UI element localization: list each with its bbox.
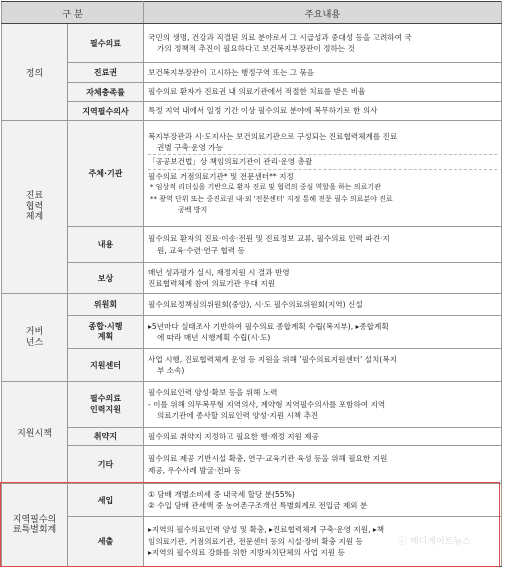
content-line: 보건복지부장관이 고시하는 행정구역 또는 그 묶음 [148,67,315,77]
content-line: 임의료기관, 거점의료기관, 전문센터 등의 시설·장비 확충 지원 등 [148,536,363,546]
content-line: 제공, 우수사례 발굴·전파 등 [148,465,241,475]
content-line: - 이를 위해 의무복무형 지역의사, 계약형 지역필수의사를 포함하여 지역 [148,399,386,409]
content-line: ▸지역의 필수의료 강화를 위한 지방자치단체의 사업 지원 등 [148,548,345,558]
content-line: 원, 교육·수련·연구 협력 등 [157,245,245,255]
content-line: 필수의료정책심의위원회(중앙), 시·도 필수의료위원회(지역) 신설 [148,299,363,309]
table-row [2,102,502,121]
subcategory-label: 지역필수의사 [68,102,144,121]
subcategory-label: 세입 [68,484,144,517]
content-cell [144,263,502,294]
content-cell [144,294,502,316]
category-support-policy: 지원시책 [2,382,68,484]
content-cell [144,121,502,227]
content-cell [144,227,502,263]
category-line: 협력 [25,201,44,212]
category-definition: 정의 [2,24,68,121]
subcategory-label: 기타 [68,446,144,484]
content-line: 진료협력체계 참여 의료기관 우대 지원 [148,279,276,288]
table-header-row [2,2,502,24]
category-governance [2,294,68,382]
content-line: 「공공보건법」상 책임의료기관이 관리·운영 총괄 [148,154,497,167]
subcategory-label: 취약지 [68,428,144,446]
subcategory-label: 보상 [68,263,144,294]
table-row [2,227,502,263]
content-line: 필수의료인력 양성·확보 등을 위해 노력 [148,388,278,398]
content-cell [144,428,502,446]
footnote-line: 공백 방지 [178,206,208,215]
table-row [2,382,502,428]
content-cell [144,316,502,349]
table-row [2,294,502,316]
content-line: ① 담배 개별소비세 중 내국세 할당 분(55%) [148,489,295,499]
content-line: 의료기관에 종사할 의료인력 양성·지원 시책 추진 [157,411,319,421]
category-line: 체계 [25,212,44,223]
policy-table-container [1,1,501,567]
table-row [2,316,502,349]
content-cell [144,382,502,428]
table-row [2,83,502,102]
content-line: 필수의료 취약지 지정하고 필요한 행·재정 지원 제공 [148,431,319,441]
content-line: 필수의료 환자가 진료권 내 의료기관에서 적절한 치료를 받은 비율 [148,87,366,97]
content-cell [144,24,502,63]
content-line: ② 수입 담배 관세액 중 농어촌구조개선 특별회계로 전입금 제외 분 [148,501,368,510]
category-special-account [2,484,68,567]
table-row [2,349,502,382]
content-line: 복지부장관과 시·도지사는 보건의료기관으로 구성되는 진료협력체계를 진료 [148,131,398,141]
content-line: 가의 정책적 추진이 필요하다고 보건복지부장관이 정하는 것 [157,44,355,53]
subcategory-label: 위원회 [68,294,144,316]
content-cell [144,446,502,484]
content-line: 에 따라 매년 시행계획 수립(시·도) [157,333,271,342]
content-line: 부 소속) [157,366,185,375]
watermark: ⓒ 메디게이트뉴스 [398,537,471,547]
category-line: 진료 [25,191,44,202]
subcategory-label [68,316,144,349]
content-line: 권별 구축·운영 가능 [157,142,223,152]
subcategory-line: 필수의료 [90,394,121,403]
subcategory-label: 내용 [68,227,144,263]
subcategory-line: 인력지원 [90,404,121,414]
category-line: 료특별회계 [12,525,57,535]
content-cell [144,484,502,517]
content-line: 국민의 생명, 건강과 직결된 의료 분야로서 그 시급성과 중대성 등을 고려하여 국 [148,32,412,42]
content-line: 필수의료 제공 기반시설 확충, 연구·교육기관 육성 등을 위해 필요한 지원 [148,454,388,464]
category-line: 거버 [25,327,44,337]
subcategory-label: 주체·기관 [68,121,144,227]
content-line: ▸지역의 필수의료인력 양성 및 확충, ▸진료협력체계 구축·운영 지원, ▸책 [148,525,385,535]
subcategory-label: 세출 [68,517,144,567]
content-line: 매년 성과평가 실시, 재정지원 시 결과 반영 [148,267,290,277]
content-cell [144,349,502,382]
footnote-line: ** 광역 단위 또는 중진료권 내·외 '전문센터' 지정 통해 전문 필수 의료분야 진료 [150,194,393,203]
header-content: 주요내용 [144,2,502,24]
content-cell [144,83,502,102]
subcategory-line: 종합·시행 [88,321,123,331]
footnote-line: * 임상적 리더십을 기반으로 환자 진료 및 협력의 중심 역할을 하는 의료기관 [150,183,381,192]
category-care-network [2,121,68,294]
subcategory-label: 필수의료 [68,24,144,63]
category-line: 넌스 [25,337,44,348]
subcategory-label: 지원센터 [68,349,144,382]
table-row [2,446,502,484]
content-line: 특정 지역 내에서 일정 기간 이상 필수의료 분야에 복무하기로 한 의사 [148,106,378,116]
content-cell [144,63,502,83]
content-line: 사업 시행, 진료협력체계 운영 등 지원을 위해 '필수의료지원센터' 설치(복지 [148,354,397,364]
subcategory-label [68,382,144,428]
content-cell [144,102,502,121]
table-row [2,428,502,446]
table-row [2,263,502,294]
content-line: ▸5년마다 실태조사 기반하여 필수의료 종합계획 수립(복지부), ▸종합계획 [148,321,389,331]
subcategory-line: 계획 [97,332,114,341]
table-row [2,63,502,83]
content-line: 필수의료 환자의 진료·이송·전원 및 진료정보 교류, 필수의료 인력 파견·지 [148,234,390,244]
table-row [2,24,502,63]
content-line: 필수의료 거점의료기관* 및 전문센터** 지정 [148,169,497,182]
policy-summary-table [1,1,502,567]
table-row [2,484,502,517]
table-row [2,121,502,227]
subcategory-label: 진료권 [68,63,144,83]
category-line: 지역필수의 [12,514,57,525]
header-category: 구 분 [2,2,144,24]
subcategory-label: 자체충족률 [68,83,144,102]
